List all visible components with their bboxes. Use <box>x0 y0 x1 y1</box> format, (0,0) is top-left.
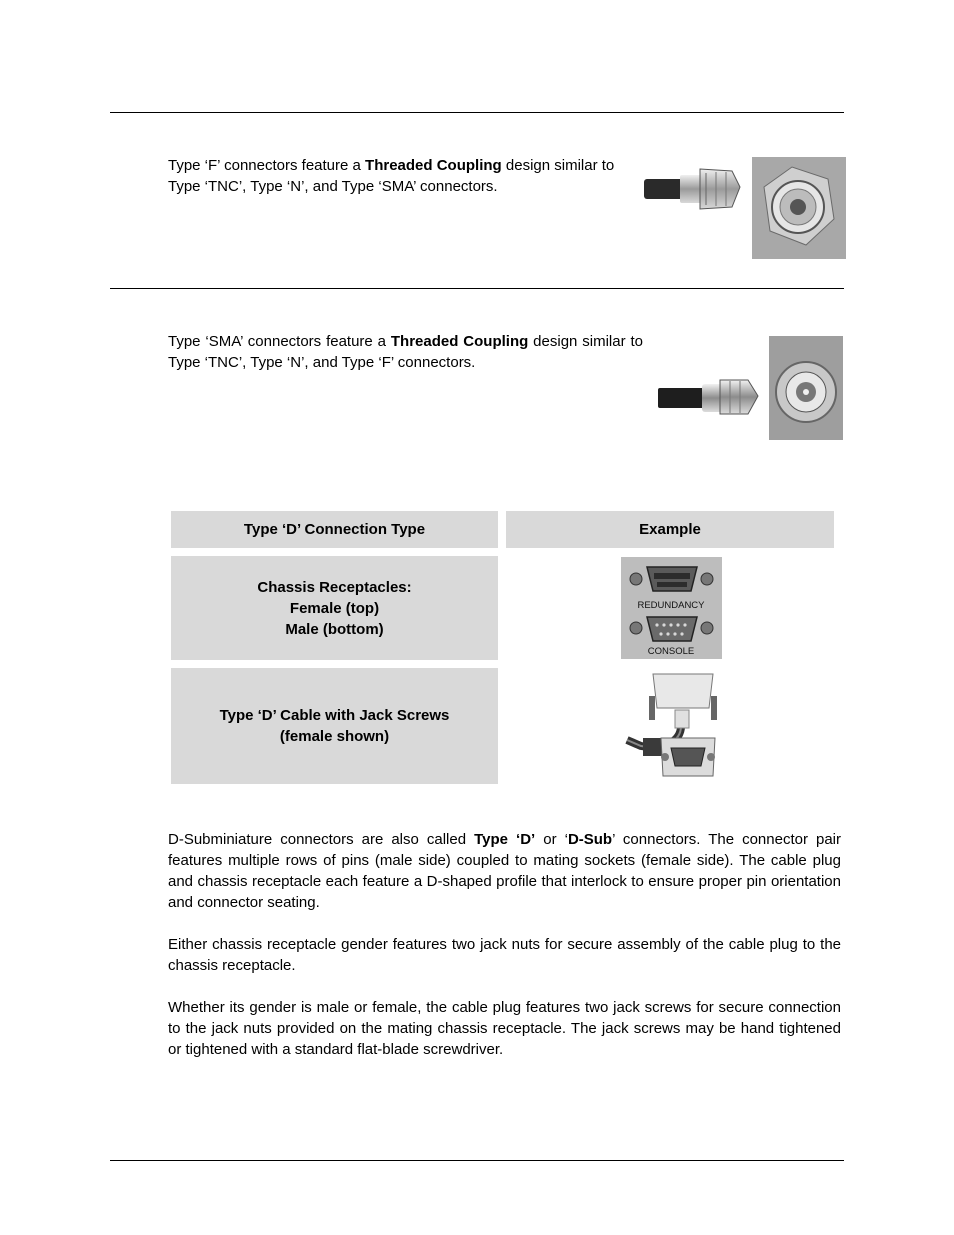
type-sma-cable-photo <box>658 372 766 422</box>
type-f-cable-photo <box>644 163 744 235</box>
footer-rule <box>110 1160 844 1161</box>
redundancy-label: REDUNDANCY <box>637 600 705 611</box>
type-f-receptacle-photo <box>752 157 846 259</box>
chassis-receptacles-photo <box>621 557 722 659</box>
table-header-connection-type: Type ‘D’ Connection Type <box>171 511 498 548</box>
jack-nuts-paragraph: Either chassis receptacle gender features two jack nuts for secure assembly of the cable plug to the chassis receptacle. <box>168 936 841 974</box>
type-sma-receptacle-photo <box>769 336 843 440</box>
d-cable-jack-screws-photo <box>623 672 723 782</box>
section-divider <box>110 288 844 289</box>
d-sub-description: D-Subminiature connectors are also called Type ‘D’ or ‘D-Sub’ connectors. The connector pair features multiple rows of pins (male side) coupled to mating sockets (female side). The cable plug and chassis receptacle each feature a D-shaped profile that interlock to ensure proper pin orientation and connector seating. <box>168 831 841 911</box>
table-header-example: Example <box>506 511 834 548</box>
top-rule <box>110 112 844 113</box>
jack-screws-paragraph: Whether its gender is male or female, the cable plug features two jack screws for secure connection to the jack nuts provided on the mating chassis receptacle. The jack screws may be hand tightened or tightened with a standard flat-blade screwdriver. <box>168 999 841 1058</box>
type-f-description: Type ‘F’ connectors feature a Threaded Coupling design similar to Type ‘TNC’, Type ‘N’, and Type ‘SMA’ connectors. <box>168 157 615 195</box>
type-sma-description: Type ‘SMA’ connectors feature a Threaded Coupling design similar to Type ‘TNC’, Type ‘N’, and Type ‘F’ connectors. <box>168 333 643 371</box>
table-row-d-cable: Type ‘D’ Cable with Jack Screws (female shown) <box>171 668 498 784</box>
table-row-chassis-receptacles: Chassis Receptacles: Female (top) Male (bottom) <box>171 556 498 660</box>
console-label: CONSOLE <box>647 646 695 657</box>
